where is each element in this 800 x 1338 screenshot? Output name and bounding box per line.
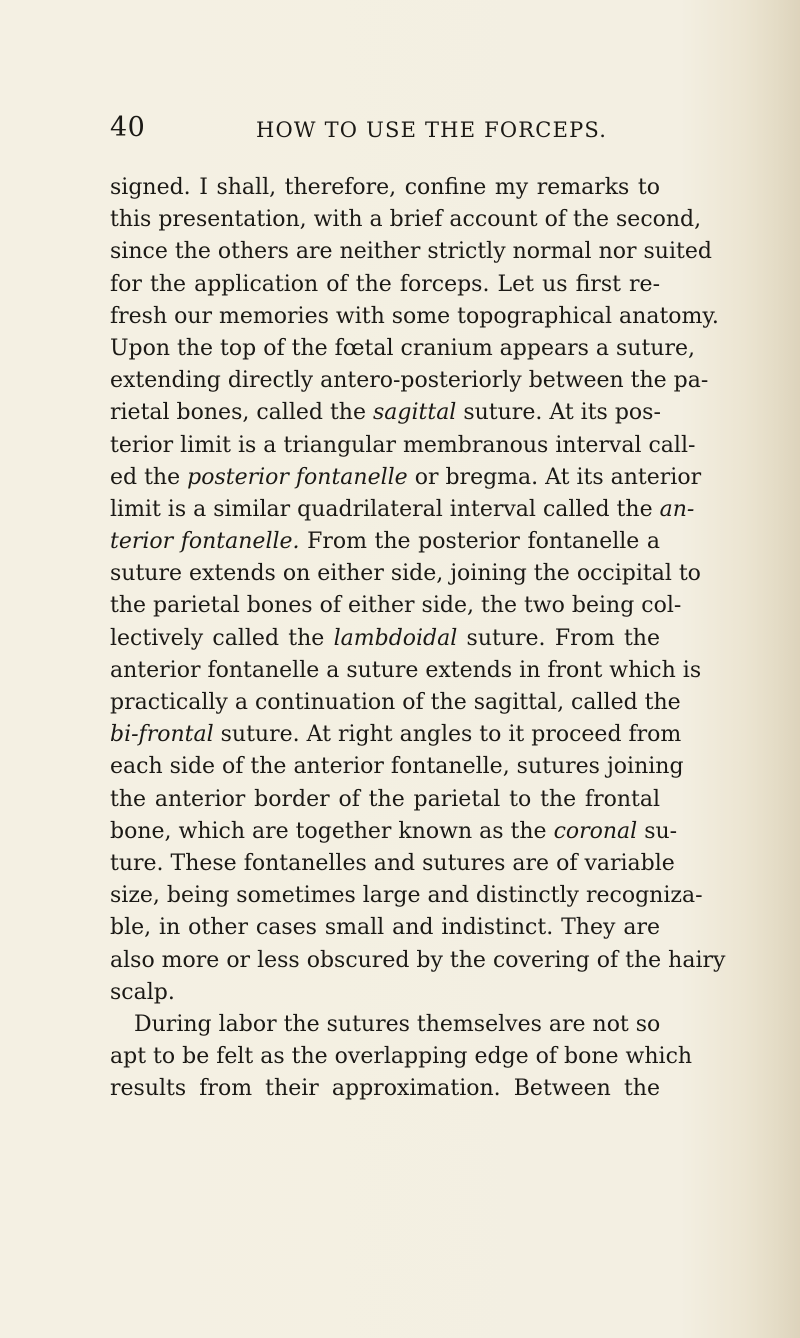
text-segment: suture. At its pos-: [456, 400, 661, 426]
italic-term: coronal: [553, 818, 638, 844]
text-segment: scalp.: [110, 979, 175, 1005]
text-line: [110, 816, 678, 848]
italic-term: posterior fontanelle: [187, 464, 408, 490]
text-line: [110, 1041, 693, 1073]
text-segment: suture. At right angles to it proceed from: [213, 722, 682, 748]
running-head: HOW TO USE THE FORCEPS.: [256, 118, 608, 142]
text-segment: extending directly antero-posteriorly between the pa-: [110, 368, 709, 394]
text-segment: for the application of the forceps. Let us first re-: [110, 271, 660, 297]
text-segment: signed. I shall, therefore, confine my remarks to: [110, 175, 660, 200]
italic-term: terior fontanelle.: [110, 529, 300, 555]
text-segment: From the posterior fontanelle a: [299, 529, 660, 555]
text-line: [110, 1073, 660, 1105]
text-segment: During labor the sutures themselves are not so: [134, 1011, 661, 1037]
text-line: [110, 430, 696, 462]
text-segment: size, being sometimes large and distinctly recogniza-: [110, 883, 703, 909]
text-segment: since the others are neither strictly normal nor suited: [110, 239, 712, 265]
text-segment: results from their approximation. Between the: [110, 1076, 660, 1102]
text-line: [110, 301, 719, 333]
text-segment: terior limit is a triangular membranous interval call-: [110, 432, 696, 458]
text-line: [110, 945, 726, 977]
italic-term: an-: [659, 496, 695, 522]
text-line: [110, 751, 684, 783]
text-line: [110, 462, 702, 494]
text-line: [110, 1009, 660, 1041]
text-line: [110, 848, 675, 880]
text-line: [110, 912, 660, 944]
text-segment: bone, which are together known as the: [110, 818, 554, 844]
text-segment: ed the: [110, 464, 188, 490]
text-segment: or bregma. At its anterior: [407, 464, 702, 490]
text-segment: ture. These fontanelles and sutures are of variable: [110, 850, 675, 876]
text-line: [110, 269, 660, 301]
text-segment: also more or less obscured by the covering of the hairy: [110, 947, 726, 973]
text-line: [110, 526, 660, 558]
text-segment: su-: [637, 818, 678, 844]
text-segment: fresh our memories with some topographical anatomy.: [110, 303, 719, 329]
text-segment: the anterior border of the parietal to the frontal: [110, 786, 660, 812]
text-segment: suture. From the: [457, 625, 660, 651]
text-line: [110, 880, 703, 912]
text-line: [110, 623, 660, 655]
text-segment: anterior fontanelle a suture extends in front which is: [110, 657, 702, 683]
text-segment: the parietal bones of either side, the two being col-: [110, 593, 682, 619]
text-segment: apt to be felt as the overlapping edge of bone which: [110, 1044, 693, 1070]
page-number: 40: [110, 112, 146, 143]
text-segment: suture extends on either side, joining the occipital to: [110, 561, 701, 587]
body-text: [110, 172, 726, 1105]
text-segment: ble, in other cases small and indistinct. They are: [110, 915, 660, 941]
text-line: [110, 687, 681, 719]
text-line: [110, 655, 702, 687]
text-line: [110, 977, 660, 1009]
text-line: [110, 172, 660, 204]
text-line: [110, 719, 682, 751]
text-line: [110, 333, 696, 365]
italic-term: bi-frontal: [110, 722, 214, 748]
text-segment: lectively called the: [110, 625, 334, 651]
text-line: [110, 784, 660, 816]
text-line: [110, 494, 695, 526]
text-segment: each side of the anterior fontanelle, sutures joining: [110, 754, 684, 780]
text-line: [110, 558, 701, 590]
text-line: [110, 236, 712, 268]
text-segment: this presentation, with a brief account of the second,: [110, 207, 702, 233]
text-segment: limit is a similar quadrilateral interval called the: [110, 496, 660, 522]
text-line: [110, 590, 682, 622]
italic-term: sagittal: [372, 400, 457, 426]
text-segment: Upon the top of the fœtal cranium appears a suture,: [110, 335, 696, 361]
text-line: [110, 204, 702, 236]
text-segment: rietal bones, called the: [110, 400, 373, 426]
page-header: [110, 112, 670, 146]
text-line: [110, 397, 660, 429]
text-segment: practically a continuation of the sagittal, called the: [110, 690, 681, 715]
text-line: [110, 365, 709, 397]
italic-term: lambdoidal: [333, 625, 458, 651]
